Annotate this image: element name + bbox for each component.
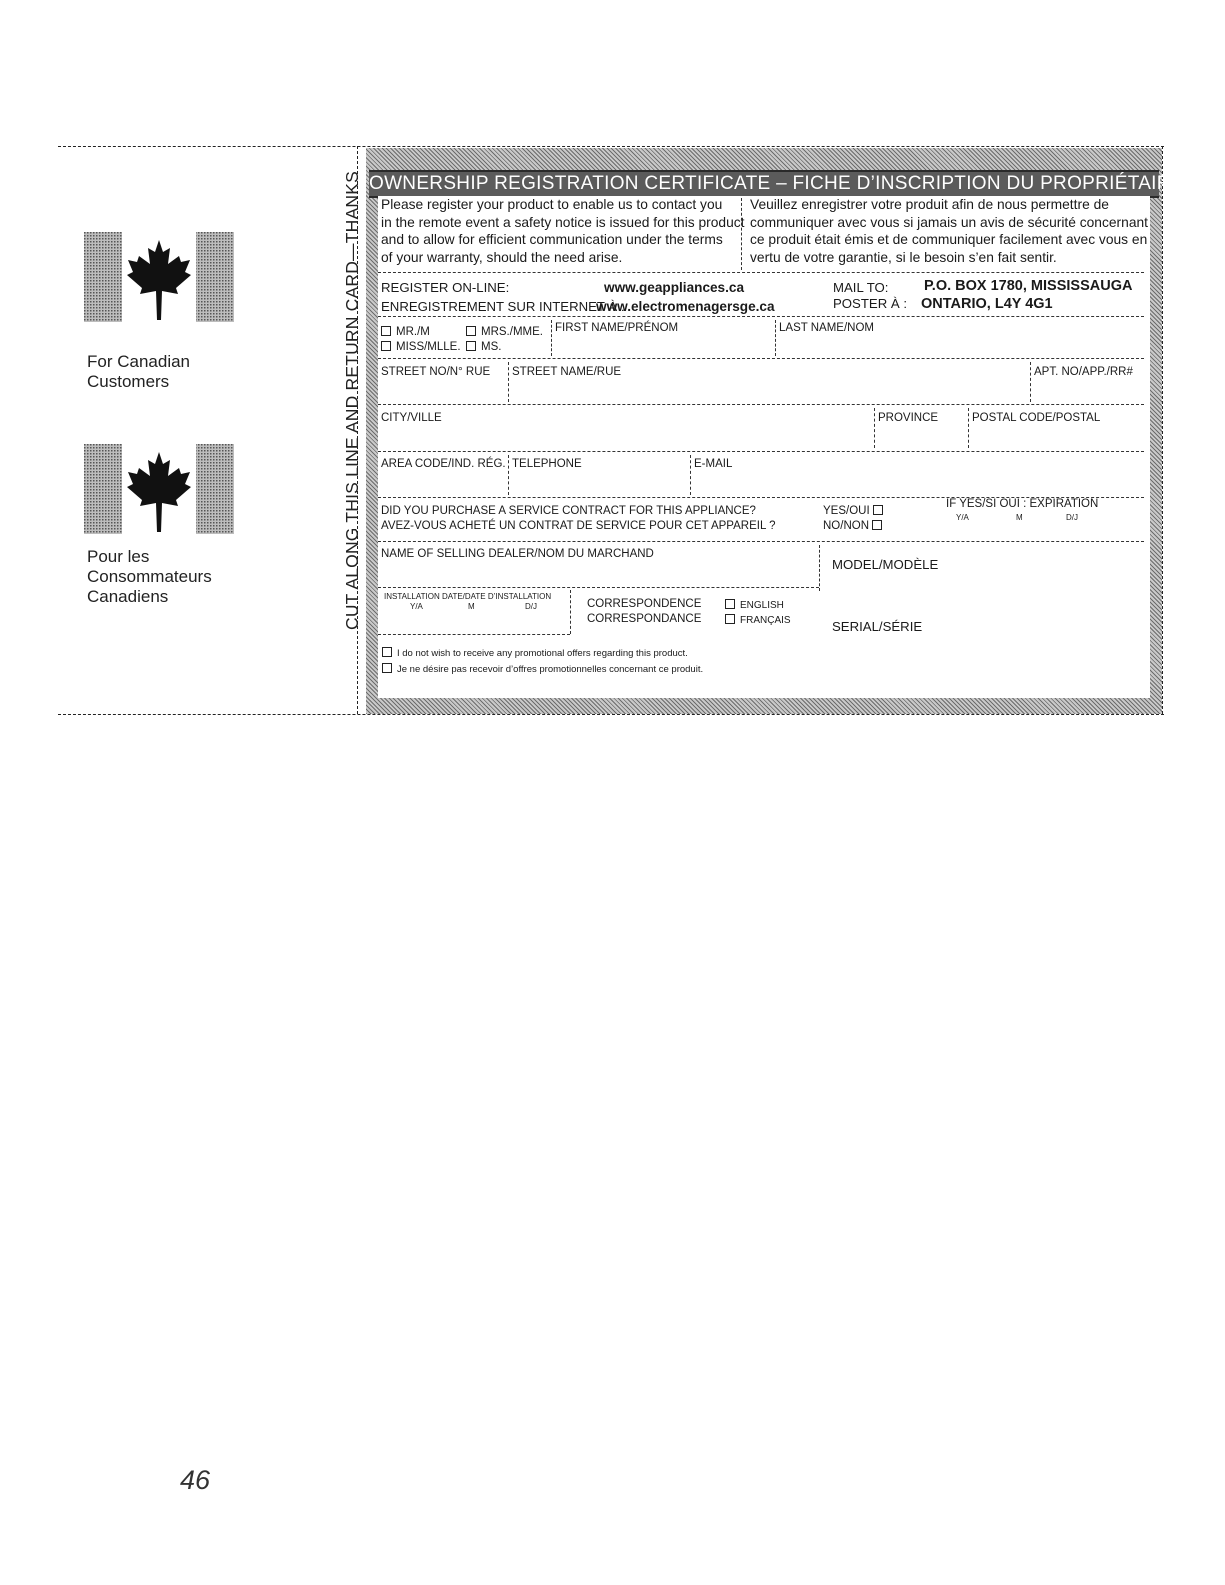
divider	[551, 320, 552, 356]
divider	[378, 587, 819, 588]
title-mr-checkbox[interactable]: MR./M	[381, 326, 430, 339]
divider	[968, 408, 969, 448]
intro-english: Please register your product to enable us to contact you in the remote event a safety notice is issued for this product and to allow for efficient communication under the terms of your warranty, should the need arise.	[381, 197, 745, 265]
service-contract-question-fr: AVEZ-VOUS ACHETÉ UN CONTRAT DE SERVICE POUR CET APPAREIL ?	[381, 520, 776, 532]
mail-to-label: MAIL TO:	[833, 280, 889, 295]
expiration-day[interactable]: D/J	[1066, 513, 1078, 522]
installation-date-label: INSTALLATION DATE/DATE D’INSTALLATION	[384, 592, 552, 601]
promo-optout-fr-checkbox[interactable]: Je ne désire pas recevoir d’offres promotionnelles concernant ce produit.	[382, 664, 703, 676]
model-field[interactable]: MODEL/MODÈLE	[832, 557, 939, 572]
expiration-month[interactable]: M	[1016, 513, 1023, 522]
cut-line-right	[1162, 146, 1163, 714]
title-miss-checkbox[interactable]: MISS/MLLE.	[381, 341, 461, 354]
divider	[874, 408, 875, 448]
promo-optout-en-checkbox[interactable]: I do not wish to receive any promotional offers regarding this product.	[382, 648, 688, 660]
mail-address-line-1: P.O. BOX 1780, MISSISSAUGA	[924, 278, 1133, 294]
correspondance-label-fr: CORRESPONDANCE	[587, 613, 702, 625]
checkbox-icon	[466, 326, 476, 336]
last-name-field[interactable]: LAST NAME/NOM	[779, 322, 874, 334]
divider	[775, 320, 776, 356]
divider	[690, 455, 691, 495]
divider	[741, 198, 742, 270]
apartment-field[interactable]: APT. NO/APP./RR#	[1034, 366, 1133, 378]
divider	[378, 404, 1144, 405]
divider	[378, 634, 570, 635]
checkbox-icon	[381, 341, 391, 351]
expiration-year[interactable]: Y/A	[956, 513, 969, 522]
checkbox-icon	[872, 520, 882, 530]
divider	[378, 541, 1144, 542]
poster-label: POSTER À :	[833, 296, 908, 311]
serial-field[interactable]: SERIAL/SÉRIE	[832, 619, 923, 634]
divider	[378, 316, 1144, 317]
checkbox-icon	[725, 614, 735, 624]
first-name-field[interactable]: FIRST NAME/PRÉNOM	[555, 322, 679, 334]
checkbox-icon	[466, 341, 476, 351]
title-ms-checkbox[interactable]: MS.	[466, 341, 501, 354]
checkbox-icon	[382, 663, 392, 673]
canadian-flag-icon	[84, 444, 234, 534]
register-internet-link[interactable]: www.electromenagersge.ca	[596, 299, 775, 314]
street-number-field[interactable]: STREET NO/N° RUE	[381, 366, 491, 378]
register-internet-label: ENREGISTREMENT SUR INTERNET À :	[381, 299, 625, 314]
caption-english: For Canadian Customers	[87, 352, 191, 391]
postal-code-field[interactable]: POSTAL CODE/POSTAL	[972, 412, 1101, 424]
province-field[interactable]: PROVINCE	[878, 412, 939, 424]
expiration-label: IF YES/SI OUI : EXPIRATION	[946, 498, 1099, 510]
street-name-field[interactable]: STREET NAME/RUE	[512, 366, 622, 378]
service-contract-no-checkbox[interactable]: NO/NON	[823, 520, 887, 533]
card-banner	[369, 170, 1184, 198]
checkbox-icon	[381, 326, 391, 336]
caption-french: Pour les Consommateurs Canadiens	[87, 547, 212, 606]
service-contract-question-en: DID YOU PURCHASE A SERVICE CONTRACT FOR THIS APPLIANCE?	[381, 505, 756, 517]
checkbox-icon	[873, 505, 883, 515]
page-number: 46	[180, 1465, 211, 1495]
divider	[1030, 362, 1031, 402]
title-mrs-checkbox[interactable]: MRS./MME.	[466, 326, 543, 339]
divider	[819, 545, 820, 591]
area-code-field[interactable]: AREA CODE/IND. RÉG.	[381, 458, 506, 470]
cut-instruction: CUT ALONG THIS LINE AND RETURN CARD—THANKS	[342, 171, 362, 630]
divider	[378, 272, 1144, 273]
email-field[interactable]: E-MAIL	[694, 458, 733, 470]
dealer-name-field[interactable]: NAME OF SELLING DEALER/NOM DU MARCHAND	[381, 548, 654, 560]
divider	[570, 590, 571, 634]
intro-french: Veuillez enregistrer votre produit afin de nous permettre de communiquer avec vous si jamais un avis de sécurité concernant ce produit était émis et de communiquer facilement avec vous en vertu de votre garantie, si le besoin s’en fait sentir.	[750, 197, 1149, 265]
cut-line-top	[58, 146, 1164, 147]
cut-line-bottom	[58, 714, 1164, 715]
telephone-field[interactable]: TELEPHONE	[512, 458, 582, 470]
service-contract-yes-checkbox[interactable]: YES/OUI	[823, 505, 888, 518]
divider	[508, 455, 509, 495]
divider	[508, 362, 509, 402]
canadian-flag-icon	[84, 232, 234, 322]
divider	[378, 451, 1144, 452]
register-online-label: REGISTER ON-LINE:	[381, 280, 510, 295]
city-field[interactable]: CITY/VILLE	[381, 412, 442, 424]
register-online-link[interactable]: www.geappliances.ca	[604, 280, 745, 295]
correspondence-label-en: CORRESPONDENCE	[587, 598, 702, 610]
installation-day[interactable]: D/J	[525, 602, 537, 611]
mail-address-line-2: ONTARIO, L4Y 4G1	[921, 296, 1053, 312]
english-checkbox[interactable]: ENGLISH	[725, 600, 784, 612]
card-title: OWNERSHIP REGISTRATION CERTIFICATE – FICHE D’INSCRIPTION DU PROPRIÉTAIRE	[369, 173, 1184, 194]
divider	[378, 358, 1144, 359]
installation-year[interactable]: Y/A	[410, 602, 423, 611]
francais-checkbox[interactable]: FRANÇAIS	[725, 615, 791, 627]
installation-month[interactable]: M	[468, 602, 475, 611]
checkbox-icon	[725, 599, 735, 609]
checkbox-icon	[382, 647, 392, 657]
